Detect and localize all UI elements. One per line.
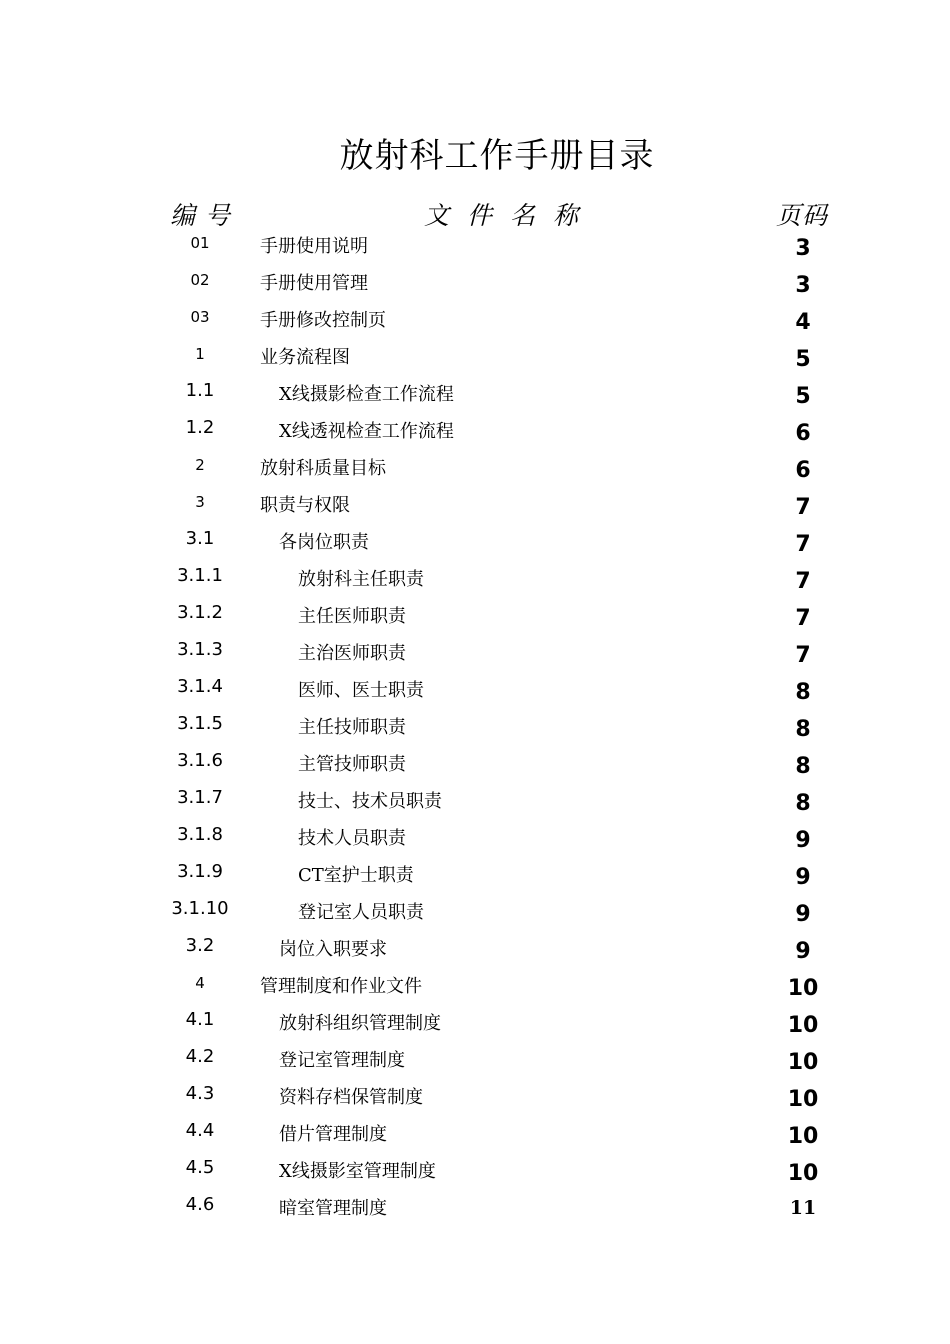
toc-number: 3.1.6 — [177, 750, 223, 771]
toc-number: 3.1.4 — [177, 676, 223, 697]
toc-number: 4.1 — [185, 1009, 215, 1030]
toc-title: X线摄影检查工作流程 — [279, 384, 454, 405]
toc-title: 资料存档保管制度 — [279, 1087, 423, 1108]
toc-number: 4.2 — [185, 1046, 215, 1067]
toc-page: 6 — [795, 421, 811, 446]
toc-page: 7 — [795, 606, 811, 631]
toc-title: 放射科主任职责 — [298, 569, 424, 590]
page-title: 放射科工作手册目录 — [339, 136, 655, 176]
toc-page: 3 — [795, 236, 811, 261]
toc-title: 主管技师职责 — [298, 754, 406, 775]
toc-row[interactable] — [0, 705, 950, 742]
toc-row[interactable] — [0, 409, 950, 446]
toc-page: 5 — [795, 347, 811, 372]
toc-number: 3.1.2 — [177, 602, 223, 623]
toc-row[interactable] — [0, 1112, 950, 1149]
toc-title: 岗位入职要求 — [279, 939, 387, 960]
toc-number: 4 — [195, 974, 205, 992]
toc-row[interactable] — [0, 853, 950, 890]
toc-title: 主任医师职责 — [298, 606, 406, 627]
toc-title: 管理制度和作业文件 — [260, 976, 422, 997]
toc-title: 技术人员职责 — [298, 828, 406, 849]
toc-title: 各岗位职责 — [279, 532, 369, 553]
toc-row[interactable] — [0, 594, 950, 631]
toc-title: 手册使用说明 — [260, 236, 368, 257]
toc-title: X线摄影室管理制度 — [279, 1161, 436, 1182]
toc-number: 3.1 — [185, 528, 215, 549]
toc-number: 01 — [190, 234, 210, 252]
toc-page: 9 — [795, 939, 811, 964]
toc-number: 3.1.9 — [177, 861, 223, 882]
toc-page: 7 — [795, 569, 811, 594]
toc-number: 2 — [195, 456, 205, 474]
toc-page: 10 — [787, 976, 819, 1001]
toc-number: 3.1.7 — [177, 787, 223, 808]
toc-page: 5 — [795, 384, 811, 409]
toc-title: CT室护士职责 — [298, 865, 414, 886]
toc-page: 3 — [795, 273, 811, 298]
toc-page: 10 — [787, 1050, 819, 1075]
toc-number: 1.2 — [185, 417, 215, 438]
toc-number: 4.4 — [185, 1120, 215, 1141]
toc-row[interactable] — [0, 779, 950, 816]
toc-row[interactable] — [0, 483, 950, 520]
toc-number: 02 — [190, 271, 210, 289]
toc-page: 4 — [795, 310, 811, 335]
toc-title: 手册修改控制页 — [260, 310, 386, 331]
toc-page: 11 — [789, 1197, 817, 1219]
toc-page: 7 — [795, 532, 811, 557]
toc-row[interactable] — [0, 1075, 950, 1112]
toc-number: 4.6 — [185, 1194, 215, 1215]
toc-page: 8 — [795, 754, 811, 779]
toc-row[interactable] — [0, 890, 950, 927]
toc-number: 1.1 — [185, 380, 215, 401]
toc-row[interactable] — [0, 520, 950, 557]
toc-page: 8 — [795, 791, 811, 816]
toc-row[interactable] — [0, 372, 950, 409]
toc-number: 3.1.8 — [177, 824, 223, 845]
toc-row[interactable] — [0, 1149, 950, 1186]
toc-row[interactable] — [0, 816, 950, 853]
toc-title: 医师、医士职责 — [298, 680, 424, 701]
toc-title: 放射科质量目标 — [260, 458, 386, 479]
toc-number: 4.5 — [185, 1157, 215, 1178]
column-header-page: 页码 — [776, 201, 829, 230]
toc-row[interactable] — [0, 557, 950, 594]
toc-row[interactable] — [0, 742, 950, 779]
toc-title: 主治医师职责 — [298, 643, 406, 664]
toc-number: 4.3 — [185, 1083, 215, 1104]
toc-row[interactable] — [0, 631, 950, 668]
toc-page: 7 — [795, 643, 811, 668]
toc-number: 3.1.3 — [177, 639, 223, 660]
toc-number: 3 — [195, 493, 205, 511]
toc-page: 10 — [787, 1087, 819, 1112]
toc-row[interactable] — [0, 927, 950, 964]
toc-page: 6 — [795, 458, 811, 483]
toc-title: 技士、技术员职责 — [298, 791, 442, 812]
toc-page: 7 — [795, 495, 811, 520]
toc-row[interactable] — [0, 1001, 950, 1038]
toc-page: 10 — [787, 1124, 819, 1149]
toc-row[interactable] — [0, 224, 950, 261]
toc-number: 1 — [195, 345, 205, 363]
toc-title: 放射科组织管理制度 — [279, 1013, 441, 1034]
toc-title: X线透视检查工作流程 — [279, 421, 454, 442]
toc-row[interactable] — [0, 1186, 950, 1223]
toc-page: 9 — [795, 865, 811, 890]
toc-title: 借片管理制度 — [279, 1124, 387, 1145]
toc-page: 8 — [795, 717, 811, 742]
toc-title: 登记室管理制度 — [279, 1050, 405, 1071]
toc-row[interactable] — [0, 335, 950, 372]
toc-number: 3.1.5 — [177, 713, 223, 734]
toc-title: 登记室人员职责 — [298, 902, 424, 923]
toc-row[interactable] — [0, 261, 950, 298]
toc-number: 3.1.10 — [171, 898, 229, 919]
toc-title: 业务流程图 — [260, 347, 350, 368]
column-header-number: 编号 — [170, 201, 241, 230]
toc-title: 职责与权限 — [260, 495, 350, 516]
toc-page: 10 — [787, 1161, 819, 1186]
toc-page: 9 — [795, 828, 811, 853]
toc-number: 3.1.1 — [177, 565, 223, 586]
table-of-contents — [0, 224, 950, 1223]
toc-title: 手册使用管理 — [260, 273, 368, 294]
toc-title: 主任技师职责 — [298, 717, 406, 738]
toc-row[interactable] — [0, 964, 950, 1001]
toc-page: 8 — [795, 680, 811, 705]
toc-title: 暗室管理制度 — [279, 1198, 387, 1219]
toc-row[interactable] — [0, 446, 950, 483]
toc-row[interactable] — [0, 298, 950, 335]
toc-number: 03 — [190, 308, 210, 326]
toc-page: 10 — [787, 1013, 819, 1038]
toc-number: 3.2 — [185, 935, 215, 956]
toc-row[interactable] — [0, 668, 950, 705]
toc-row[interactable] — [0, 1038, 950, 1075]
toc-page: 9 — [795, 902, 811, 927]
column-header-name: 文件名称 — [424, 201, 597, 230]
